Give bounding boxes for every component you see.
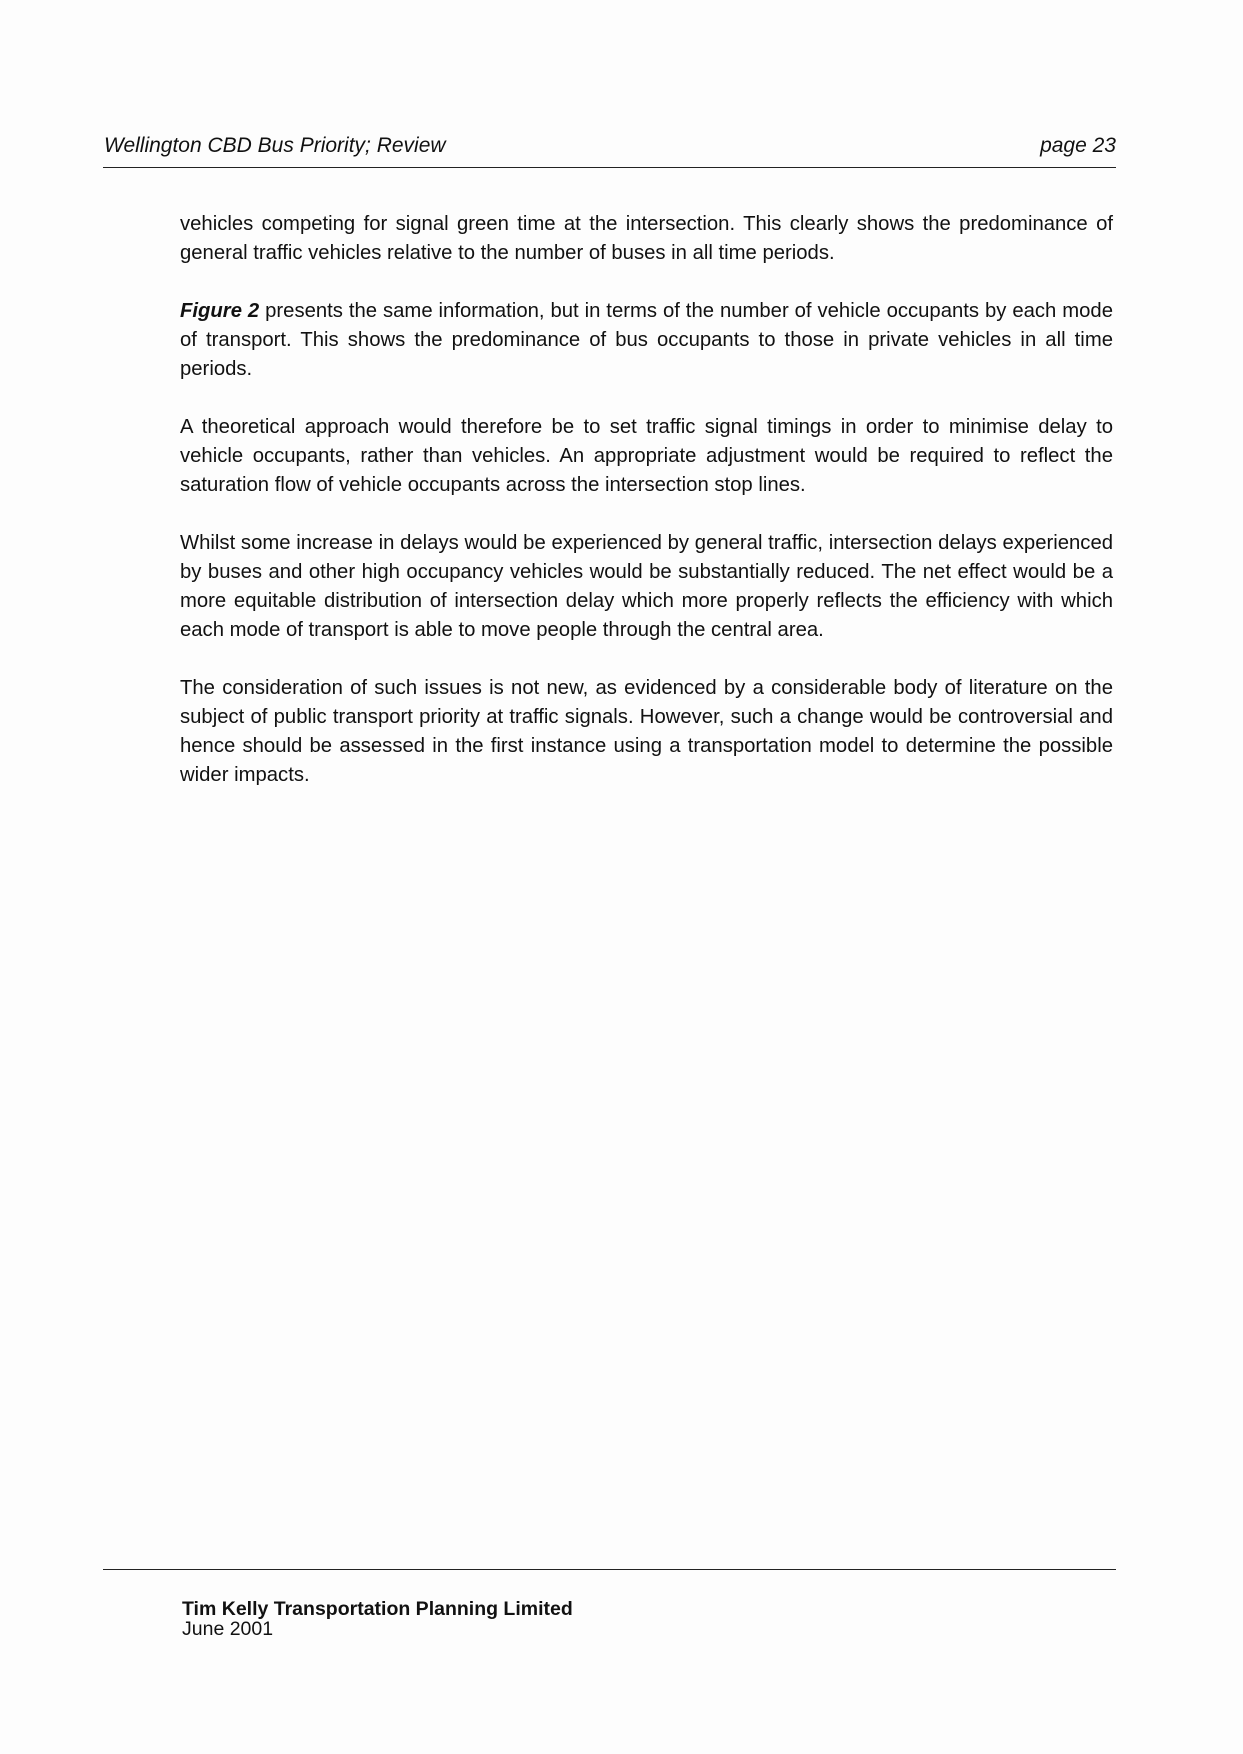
footer-company: Tim Kelly Transportation Planning Limited bbox=[182, 1598, 573, 1620]
page-footer bbox=[182, 1599, 573, 1639]
document-title: Wellington CBD Bus Priority; Review bbox=[104, 134, 446, 157]
paragraph: A theoretical approach would therefore be to set traffic signal timings in order to minimise delay to vehicle occupants, rather than vehicles. An appropriate adjustment would be required to reflect the saturation flow of vehicle occupants across the intersection stop lines. bbox=[180, 416, 1113, 496]
paragraph: vehicles competing for signal green time at the intersection. This clearly shows the predominance of general traffic vehicles relative to the number of buses in all time periods. bbox=[180, 213, 1113, 264]
page-header bbox=[104, 134, 1116, 158]
paragraph: Whilst some increase in delays would be experienced by general traffic, intersection delays experienced by buses and other high occupancy vehicles would be substantially reduced. The net effect would be a more equitable distribution of intersection delay which more properly reflects the efficiency with which each mode of transport is able to move people through the central area. bbox=[180, 532, 1113, 641]
footer-rule bbox=[103, 1569, 1116, 1570]
paragraph: The consideration of such issues is not new, as evidenced by a considerable body of literature on the subject of public transport priority at traffic signals. However, such a change would be controversial and hence should be assessed in the first instance using a transportation model to determine the possible wider impacts. bbox=[180, 677, 1113, 786]
figure-reference: Figure 2 bbox=[180, 300, 260, 322]
header-rule bbox=[103, 167, 1116, 168]
page-number: page 23 bbox=[1040, 134, 1116, 157]
paragraph bbox=[180, 297, 1113, 384]
footer-date: June 2001 bbox=[182, 1618, 274, 1640]
body-text bbox=[180, 210, 1113, 819]
paragraph-text: presents the same information, but in terms of the number of vehicle occupants by each mode of transport. This shows the predominance of bus occupants to those in private vehicles in all time periods. bbox=[180, 300, 1113, 380]
